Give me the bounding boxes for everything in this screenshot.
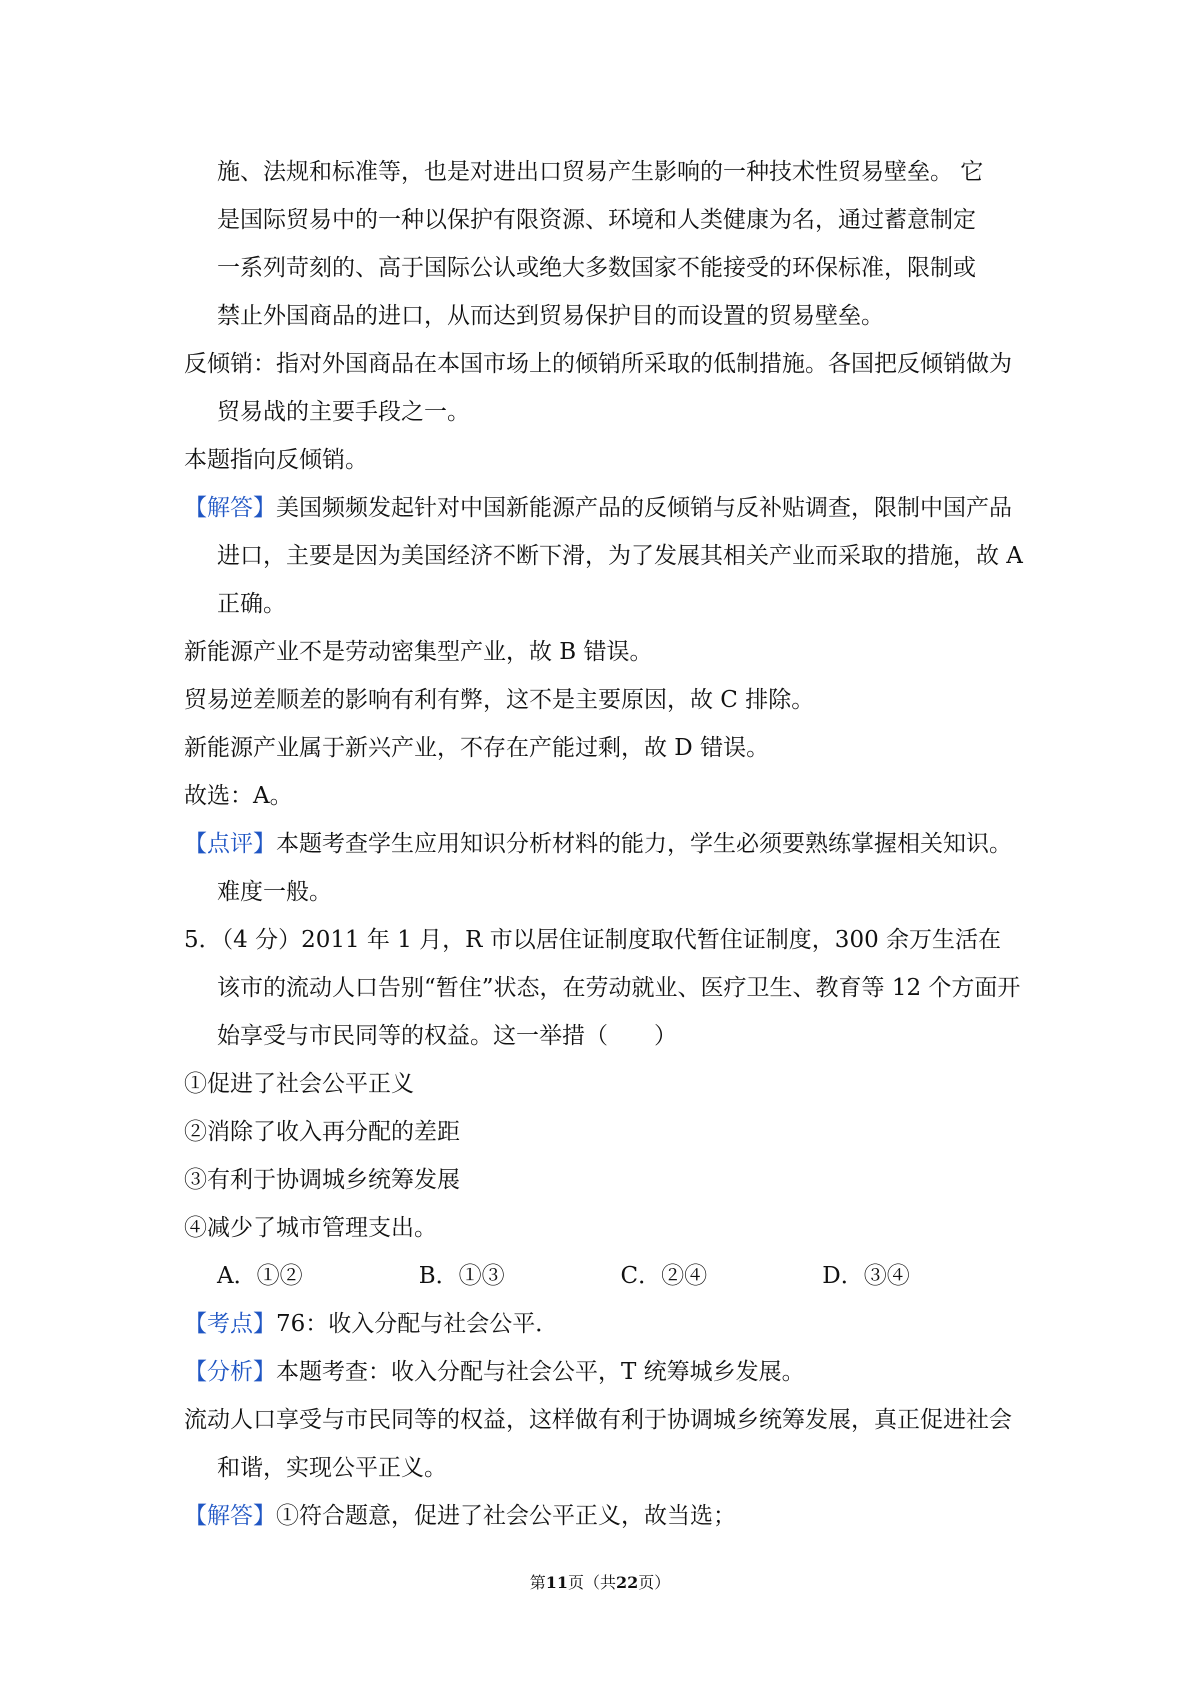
answer-label: 【解答】 (184, 495, 276, 521)
q5-fenxi-detail: 流动人口享受与市民同等的权益，这样做有利于协调城乡统筹发展，真正促进社会和谐，实现公平正义。 (184, 1407, 1012, 1481)
q5-statement-2: ②消除了收入再分配的差距 (184, 1119, 460, 1145)
fenxi-label: 【分析】 (184, 1359, 276, 1385)
footer-prefix: 第 (529, 1573, 546, 1592)
page-content (184, 148, 1024, 1540)
q5-choices (184, 1252, 1024, 1300)
page-footer (0, 1570, 1200, 1593)
q5-statement-4: ④减少了城市管理支出。 (184, 1215, 437, 1241)
footer-middle: 页（共 (567, 1573, 616, 1592)
q4-option-c-analysis: 贸易逆差顺差的影响有利有弊，这不是主要原因，故 C 排除。 (184, 687, 815, 713)
q5-kaodian (184, 1300, 1024, 1348)
answer-text: 美国频频发起针对中国新能源产品的反倾销与反补贴调查，限制中国产品进口，主要是因为美国经济不断下滑，为了发展其相关产业而采取的措施，故 A 正确。 (217, 495, 1023, 617)
q5-answer-text: ①符合题意，促进了社会公平正义，故当选； (276, 1503, 736, 1529)
footer-current-page: 11 (545, 1573, 568, 1592)
comment-text: 本题考查学生应用知识分析材料的能力，学生必须要熟练掌握相关知识。难度一般。 (217, 831, 1012, 905)
anti-dumping-definition: 反倾销：指对外国商品在本国市场上的倾销所采取的低制措施。各国把反倾销做为贸易战的主要手段之一。 (184, 351, 1012, 425)
green-barrier-line-1: 施、法规和标准等，也是对进出口贸易产生影响的一种技术性贸易壁垒。 它 (217, 159, 984, 185)
kaodian-label: 【考点】 (184, 1311, 276, 1337)
kaodian-text: 76：收入分配与社会公平． (276, 1311, 559, 1337)
footer-total-pages: 22 (616, 1573, 639, 1592)
q5-statement-1: ①促进了社会公平正义 (184, 1071, 414, 1097)
q5-statement-3: ③有利于协调城乡统筹发展 (184, 1167, 460, 1193)
green-barrier-line-4: 禁止外国商品的进口，从而达到贸易保护目的而设置的贸易壁垒。 (217, 303, 884, 329)
q4-option-b-analysis: 新能源产业不是劳动密集型产业，故 B 错误。 (184, 639, 653, 665)
choice-d: D．③④ (822, 1263, 910, 1289)
q4-answer (184, 484, 1024, 628)
choice-a: A．①② (217, 1263, 303, 1289)
q5-answer-label: 【解答】 (184, 1503, 276, 1529)
choice-b: B．①③ (418, 1263, 505, 1289)
comment-label: 【点评】 (184, 831, 276, 857)
footer-suffix: 页） (638, 1573, 671, 1592)
choice-c: C．②④ (620, 1263, 708, 1289)
q5-fenxi (184, 1348, 1024, 1396)
q4-selection: 故选：A。 (184, 783, 293, 809)
q5-stem: 5．（4 分）2011 年 1 月，R 市以居住证制度取代暂住证制度，300 余万生活在该市的流动人口告别“暂住”状态，在劳动就业、医疗卫生、教育等 12 个方面开始享受与市民同等的权益。这一举措（ ） (184, 927, 1021, 1049)
green-barrier-line-2: 是国际贸易中的一种以保护有限资源、环境和人类健康为名，通过蓄意制定 (217, 207, 976, 233)
points-to-line: 本题指向反倾销。 (184, 447, 368, 473)
q5-answer (184, 1492, 1024, 1540)
green-barrier-line-3: 一系列苛刻的、高于国际公认或绝大多数国家不能接受的环保标准，限制或 (217, 255, 976, 281)
q4-comment (184, 820, 1024, 916)
fenxi-text: 本题考查：收入分配与社会公平，T 统筹城乡发展。 (276, 1359, 805, 1385)
q4-option-d-analysis: 新能源产业属于新兴产业，不存在产能过剩，故 D 错误。 (184, 735, 770, 761)
